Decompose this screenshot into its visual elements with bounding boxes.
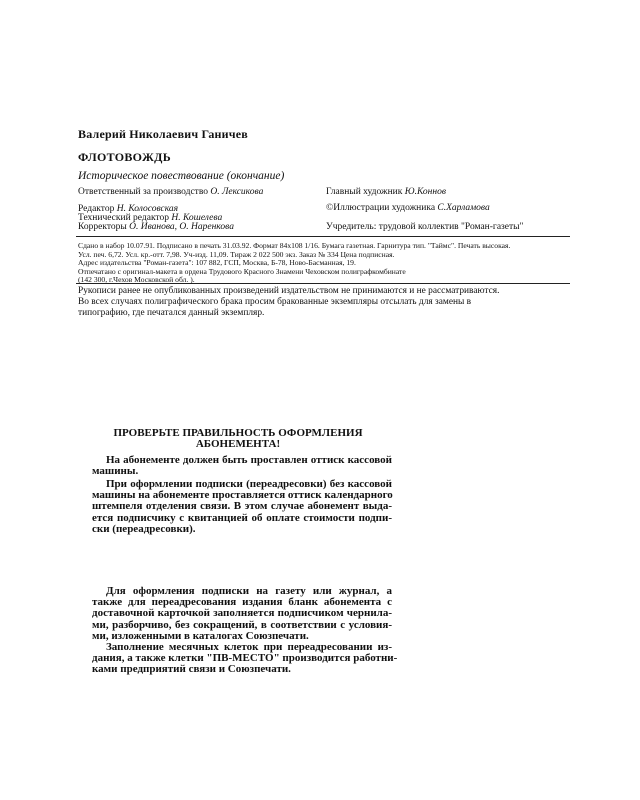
paragraph-line: штемпеля отделения связи. В этом случае абонемент выда- bbox=[92, 500, 392, 513]
credit-production bbox=[78, 187, 263, 197]
paragraph-line: ется подписчику с квитанцией об оплате стоимости подпи- bbox=[92, 511, 392, 524]
paragraph-line: дания, а также клетки "ПВ-МЕСТО" производится работни- bbox=[92, 652, 398, 665]
credit-tech-editor-label: Технический редактор bbox=[78, 213, 169, 223]
paragraph-postmark bbox=[92, 479, 392, 535]
paragraph-line: ски (переадресовки). bbox=[92, 522, 196, 535]
paragraph-line: При оформлении подписки (переадресовки) без кассовой bbox=[106, 478, 392, 490]
credit-founder: Учредитель: трудовой коллектив "Роман-газеты" bbox=[326, 222, 524, 232]
credit-production-name: О. Лексикова bbox=[210, 187, 264, 197]
notice-line: типографию, где печатался данный экземпляр. bbox=[78, 308, 265, 318]
credit-correctors-name: О. Иванова, О. Наренкова bbox=[129, 222, 234, 232]
paragraph-line: На абонементе должен быть проставлен оттиск кассовой bbox=[106, 454, 392, 466]
heading-line: АБОНЕМЕНТА! bbox=[195, 438, 281, 450]
paragraph-line: ми, разборчиво, без сокращений, в соответствии с условия- bbox=[92, 618, 392, 631]
credit-production-label: Ответственный за производство bbox=[78, 187, 208, 197]
credit-illustrations bbox=[326, 203, 490, 213]
imprint-block bbox=[78, 242, 572, 285]
credit-tech-editor-name: Н. Кошелева bbox=[171, 213, 223, 223]
paragraph-line: машины на абонементе проставляется оттиск календарного bbox=[92, 489, 393, 502]
credit-illustrations-label: ©Иллюстрации художника bbox=[326, 203, 436, 213]
credit-correctors-label: Корректоры bbox=[78, 222, 127, 232]
paragraph-line: Заполнение месячных клеток при переадресовании из- bbox=[106, 641, 392, 653]
heading-line: ПРОВЕРЬТЕ ПРАВИЛЬНОСТЬ ОФОРМЛЕНИЯ bbox=[113, 427, 363, 439]
credit-correctors bbox=[78, 222, 234, 232]
paragraph-monthly-cells bbox=[92, 641, 398, 676]
credit-editor-name: Н. Колосовская bbox=[116, 204, 179, 214]
credit-chief-artist-name: Ю.Коннов bbox=[404, 187, 446, 197]
author-name: Валерий Николаевич Ганичев bbox=[78, 127, 248, 141]
book-title: ФЛОТОВОЖДЬ bbox=[78, 150, 171, 164]
credit-chief-artist-label: Главный художник bbox=[326, 187, 403, 197]
paragraph-line: Для оформления подписки на газету или журнал, а bbox=[106, 585, 392, 597]
subscription-check-heading bbox=[78, 428, 398, 450]
imprint-line: Усл. печ. 6,72. Усл. кр.-отт. 7,98. Уч-изд. 11,09. Тираж 2 022 500 экз. Заказ № 334 Цена подписная. bbox=[78, 249, 395, 259]
divider-bottom bbox=[76, 283, 570, 284]
paragraph-line: также для переадресования издания бланк абонемента с bbox=[92, 596, 392, 609]
imprint-line: (142 300, г.Чехов Московской обл. ). bbox=[78, 275, 195, 285]
notice-line: Рукописи ранее не опубликованных произведений издательством не принимаются и не рассматриваются. bbox=[78, 286, 500, 296]
paragraph-line: ми, изложенными в каталогах Союзпечати. bbox=[92, 629, 309, 642]
paragraph-line: доставочной карточкой заполняется подписчиком чернила- bbox=[92, 607, 392, 620]
manuscript-notice bbox=[78, 286, 572, 319]
credit-chief-artist bbox=[326, 187, 446, 197]
credit-editor-label: Редактор bbox=[78, 204, 115, 214]
notice-line: Во всех случаях полиграфического брака просим бракованные экземпляры отсылать для замены в bbox=[78, 297, 472, 307]
imprint-line: Адрес издательства "Роман-газета": 107 882, ГСП, Москва, Б-78, Ново-Басманная, 19. bbox=[78, 258, 356, 268]
paragraph-cash-register bbox=[92, 455, 392, 477]
imprint-line: Отпечатано с оригинал-макета в ордена Трудового Красного Знамени Чеховском полиграфкомбинате bbox=[78, 266, 406, 276]
book-subtitle: Историческое повествование (окончание) bbox=[78, 170, 285, 182]
divider-top bbox=[76, 236, 570, 237]
paragraph-line: машины. bbox=[92, 465, 139, 478]
credit-illustrations-name: С.Харламова bbox=[437, 203, 490, 213]
paragraph-line: ками предприятий связи и Союзпечати. bbox=[92, 663, 291, 676]
paragraph-form-filling bbox=[92, 586, 392, 642]
imprint-line: Сдано в набор 10.07.91. Подписано в печать 31.03.92. Формат 84x108 1/16. Бумага газетная. Гарнитура тип. "Таймс". Печать высокая. bbox=[78, 241, 511, 250]
